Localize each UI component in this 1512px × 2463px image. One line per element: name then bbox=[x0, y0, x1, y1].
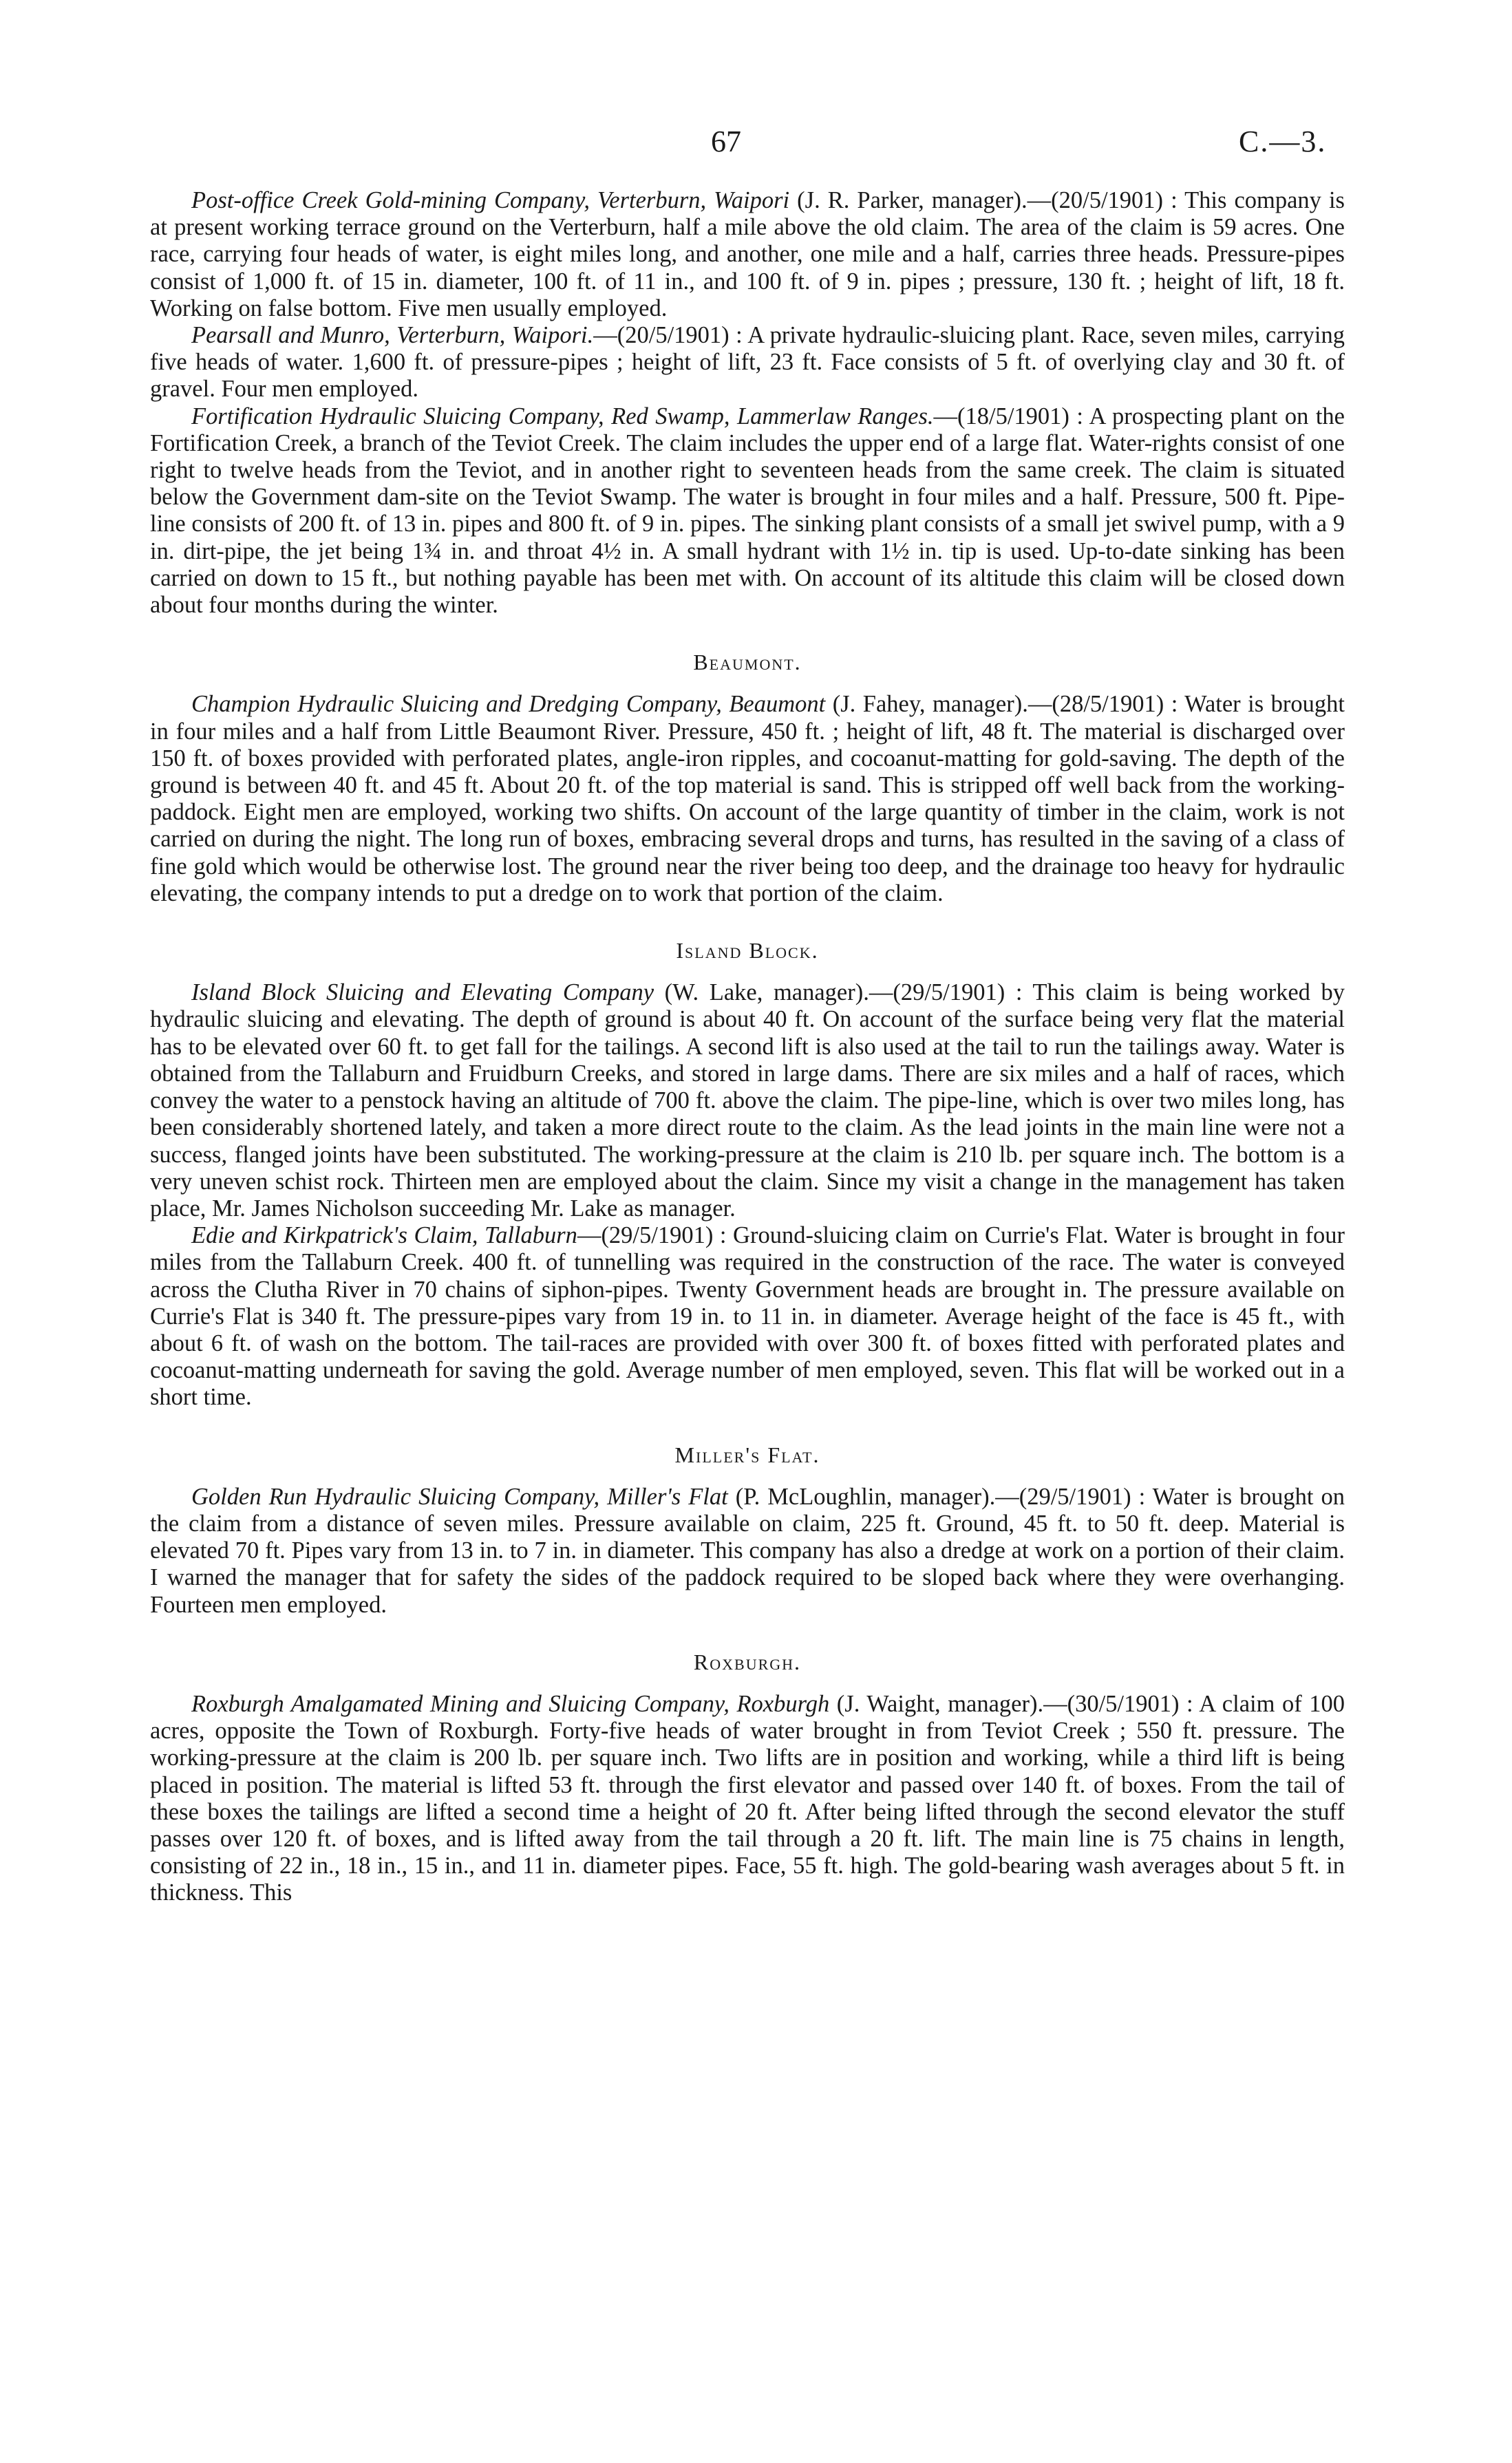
paragraph-text: (J. Waight, manager).—(30/5/1901) : A claim of 100 acres, opposite the Town of Roxburgh. Forty-five heads of water brought in from Teviot Creek ; 550 ft. pressure. The working-pressure at the claim is 200 lb. per square inch. Two lifts are in position and working, while a third lift is being placed in position. The material is lifted 53 ft. through the first elevator and passed over 140 ft. of boxes. From the tail of these boxes the tailings are lifted a second time a height of 20 ft. After being lifted through the second elevator the stuff passes over 120 ft. of boxes, and is lifted away from the tail through a 20 ft. lift. The main line is 75 chains in length, consisting of 22 in., 18 in., 15 in., and 11 in. diameter pipes. Face, 55 ft. high. The gold-bearing wash averages about 5 ft. in thickness. This bbox=[150, 1690, 1345, 1906]
paragraph-title: Island Block Sluicing and Elevating Company bbox=[191, 979, 654, 1006]
paragraph-text: (J. Fahey, manager).—(28/5/1901) : Water is brought in four miles and a half from Little Beaumont River. Pressure, 450 ft. ; height of lift, 48 ft. The material is discharged over 150 ft. of boxes provided with perforated plates, angle-iron ripples, and cocoanut-matting for gold-saving. The depth of the ground is between 40 ft. and 45 ft. About 20 ft. of the top material is sand. This is stripped off well back from the working-paddock. Eight men are employed, working two shifts. On account of the large quantity of timber in the claim, work is not carried on during the night. The long run of boxes, embracing several drops and turns, has resulted in the saving of a class of fine gold which would be otherwise lost. The ground near the river being too deep, and the drainage too heavy for hydraulic elevating, the company intends to put a dredge on to work that portion of the claim. bbox=[150, 691, 1345, 906]
paragraph-title: Roxburgh Amalgamated Mining and Sluicing Company, Roxburgh bbox=[191, 1690, 830, 1717]
paragraph-island-block bbox=[150, 979, 1345, 1222]
page-header bbox=[0, 124, 1512, 172]
section-heading-beaumont: Beaumont. bbox=[693, 650, 802, 675]
paragraph-champion bbox=[150, 691, 1345, 907]
section-heading-island-block: Island Block. bbox=[676, 938, 819, 963]
paragraph-golden-run bbox=[150, 1484, 1345, 1619]
paragraph-roxburgh bbox=[150, 1691, 1345, 1907]
paragraph-title: Champion Hydraulic Sluicing and Dredging Company, Beaumont bbox=[191, 691, 826, 718]
paragraph-title: Fortification Hydraulic Sluicing Company, Red Swamp, Lammerlaw Ranges. bbox=[191, 403, 934, 429]
paragraph-text: (W. Lake, manager).—(29/5/1901) : This claim is being worked by hydraulic sluicing and elevating. The depth of ground is about 40 ft. On account of the surface being very flat the material has to be elevated over 60 ft. to get fall for the tailings. A second lift is also used at the tail to run the tailings away. Water is obtained from the Tallaburn and Fruidburn Creeks, and stored in large dams. There are six miles and a half of races, which convey the water to a penstock having an altitude of 700 ft. above the claim. The pipe-line, which is over two miles long, has been considerably shortened lately, and taken a more direct route to the claim. As the lead joints in the main line were not a success, flanged joints have been substituted. The working-pressure at the claim is 210 lb. per square inch. The bottom is a very uneven schist rock. Thirteen men are employed about the claim. Since my visit a change in the management has taken place, Mr. James Nicholson succeeding Mr. Lake as manager. bbox=[150, 979, 1345, 1222]
section-heading-roxburgh: Roxburgh. bbox=[693, 1649, 802, 1674]
document-reference: C.—3. bbox=[1239, 125, 1327, 158]
paragraph-text: —(18/5/1901) : A prospecting plant on the Fortification Creek, a branch of the Teviot Creek. The claim includes the upper end of a large flat. Water-rights consist of one right to twelve heads from the Teviot, and in another right to seventeen heads from the same creek. The claim is situated below the Government dam-site on the Teviot Swamp. The water is brought in four miles and a half. Pressure, 500 ft. Pipe-line consists of 200 ft. of 13 in. pipes and 800 ft. of 9 in. pipes. The sinking plant consists of a small jet swivel pump, with a 9 in. dirt-pipe, the jet being 1¾ in. and throat 4½ in. A small hydrant with 1½ in. tip is used. Up-to-date sinking has been carried on down to 15 ft., but nothing payable has been met with. On account of its altitude this claim will be closed down about four months during the winter. bbox=[150, 403, 1345, 619]
paragraph-edie-kirkpatrick bbox=[150, 1222, 1345, 1411]
paragraph-text: (P. McLoughlin, manager).—(29/5/1901) : Water is brought on the claim from a distance of seven miles. Pressure available on claim, 225 ft. Ground, 45 ft. to 50 ft. deep. Material is elevated 70 ft. Pipes vary from 13 in. to 7 in. in diameter. This company has also a dredge at work on a portion of their claim. I warned the manager that for safety the sides of the paddock required to be sloped back where they were overhanging. Fourteen men employed. bbox=[150, 1483, 1345, 1618]
page-number: 67 bbox=[711, 125, 741, 158]
paragraph-fortification bbox=[150, 403, 1345, 619]
paragraph-post-office-creek bbox=[150, 187, 1345, 322]
paragraph-text: —(29/5/1901) : Ground-sluicing claim on Currie's Flat. Water is brought in four miles from the Tallaburn Creek. 400 ft. of tunnelling was required in the construction of the race. The water is conveyed across the Clutha River in 70 chains of siphon-pipes. Twenty Government heads are brought in. The pressure available on Currie's Flat is 340 ft. The pressure-pipes vary from 19 in. to 11 in. in diameter. Average height of the face is 45 ft., with about 6 ft. of wash on the bottom. The tail-races are provided with over 300 ft. of boxes fitted with perforated plates and cocoanut-matting underneath for saving the gold. Average number of men employed, seven. This flat will be worked out in a short time. bbox=[150, 1222, 1345, 1411]
paragraph-text: (J. R. Parker, manager).—(20/5/1901) : This company is at present working terrace ground on the Verterburn, half a mile above the old claim. The area of the claim is 59 acres. One race, carrying four heads of water, is eight miles long, and another, one mile and a half, carries three heads. Pressure-pipes consist of 1,000 ft. of 15 in. diameter, 100 ft. of 11 in., and 100 ft. of 9 in. pipes ; pressure, 130 ft. ; height of lift, 18 ft. Working on false bottom. Five men usually employed. bbox=[150, 187, 1345, 321]
paragraph-title: Golden Run Hydraulic Sluicing Company, Miller's Flat bbox=[191, 1483, 728, 1510]
report-body bbox=[150, 187, 1345, 1907]
paragraph-text: —(20/5/1901) : A private hydraulic-sluicing plant. Race, seven miles, carrying five heads of water. 1,600 ft. of pressure-pipes ; height of lift, 23 ft. Face consists of 5 ft. of overlying clay and 30 ft. of gravel. Four men employed. bbox=[150, 322, 1345, 403]
section-heading-millers-flat: Miller's Flat. bbox=[674, 1442, 820, 1467]
paragraph-title: Pearsall and Munro, Verterburn, Waipori. bbox=[191, 322, 594, 349]
paragraph-pearsall-munro bbox=[150, 322, 1345, 403]
paragraph-title: Post-office Creek Gold-mining Company, Verterburn, Waipori bbox=[191, 187, 790, 213]
paragraph-title: Edie and Kirkpatrick's Claim, Tallaburn bbox=[191, 1222, 577, 1249]
